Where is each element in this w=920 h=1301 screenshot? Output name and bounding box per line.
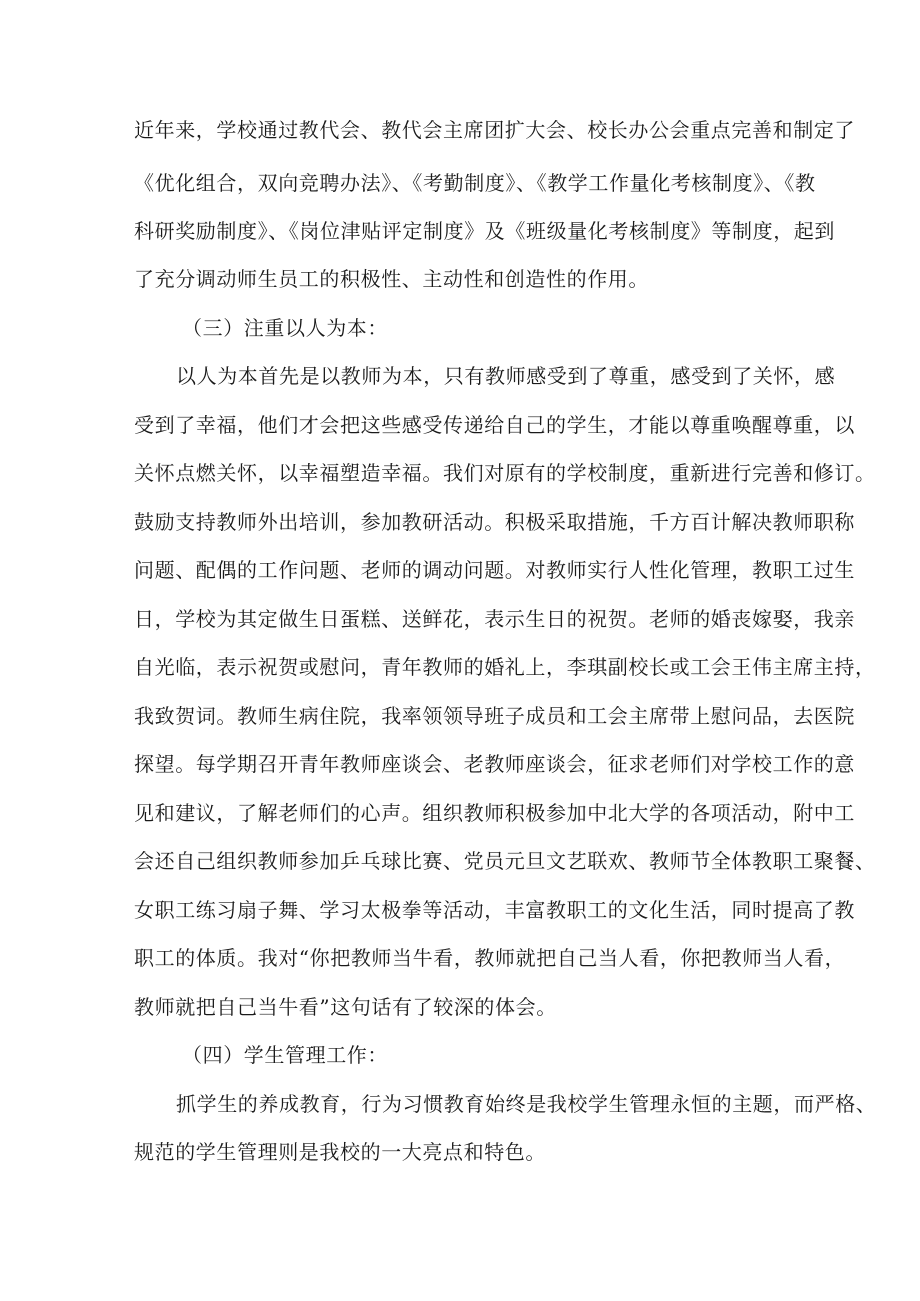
section-heading: （四）学生管理工作： xyxy=(182,1043,388,1067)
paragraph-line: 鼓励支持教师外出培训，参加教研活动。积极采取措施，千方百计解决教师职称 xyxy=(134,510,855,534)
paragraph-line: 以人为本首先是以教师为本，只有教师感受到了尊重，感受到了关怀，感 xyxy=(176,364,836,388)
paragraph-line: 科研奖励制度》、《岗位津贴评定制度》及《班级量化考核制度》等制度，起到 xyxy=(134,219,835,243)
paragraph-line: 《优化组合，双向竞聘办法》、《考勤制度》、《教学工作量化考核制度》、《教 xyxy=(134,171,816,195)
paragraph-line: 探望。每学期召开青年教师座谈会、老教师座谈会，征求老师们对学校工作的意 xyxy=(134,752,855,776)
paragraph-line: 我致贺词。教师生病住院，我率领领导班子成员和工会主席带上慰问品，去医院 xyxy=(134,704,855,728)
paragraph-line: 日，学校为其定做生日蛋糕、送鲜花，表示生日的祝贺。老师的婚丧嫁娶，我亲 xyxy=(134,607,855,631)
paragraph-line: 了充分调动师生员工的积极性、主动性和创造性的作用。 xyxy=(134,267,649,291)
paragraph-line: 自光临，表示祝贺或慰问，青年教师的婚礼上，李琪副校长或工会王伟主席主持， xyxy=(134,655,876,679)
paragraph-line: 受到了幸福，他们才会把这些感受传递给自己的学生，才能以尊重唤醒尊重，以 xyxy=(134,413,855,437)
paragraph-line: 关怀点燃关怀，以幸福塑造幸福。我们对原有的学校制度，重新进行完善和修订。 xyxy=(134,461,876,485)
section-heading: （三）注重以人为本： xyxy=(182,316,388,340)
paragraph-line: 见和建议，了解老师们的心声。组织教师积极参加中北大学的各项活动，附中工 xyxy=(134,801,855,825)
paragraph-line: 会还自己组织教师参加乒乓球比赛、党员元旦文艺联欢、教师节全体教职工聚餐、 xyxy=(134,849,876,873)
paragraph-line: 教师就把自己当牛看”这句话有了较深的体会。 xyxy=(134,995,557,1019)
paragraph-line: 女职工练习扇子舞、学习太极拳等活动，丰富教职工的文化生活，同时提高了教 xyxy=(134,898,855,922)
paragraph-line: 规范的学生管理则是我校的一大亮点和特色。 xyxy=(134,1140,546,1164)
paragraph-line: 职工的体质。我对“你把教师当牛看，教师就把自己当人看，你把教师当人看， xyxy=(134,946,846,970)
paragraph-line: 问题、配偶的工作问题、老师的调动问题。对教师实行人性化管理，教职工过生 xyxy=(134,558,855,582)
paragraph-line: 近年来，学校通过教代会、教代会主席团扩大会、校长办公会重点完善和制定了 xyxy=(134,118,855,142)
paragraph-line: 抓学生的养成教育，行为习惯教育始终是我校学生管理永恒的主题，而严格、 xyxy=(176,1092,877,1116)
